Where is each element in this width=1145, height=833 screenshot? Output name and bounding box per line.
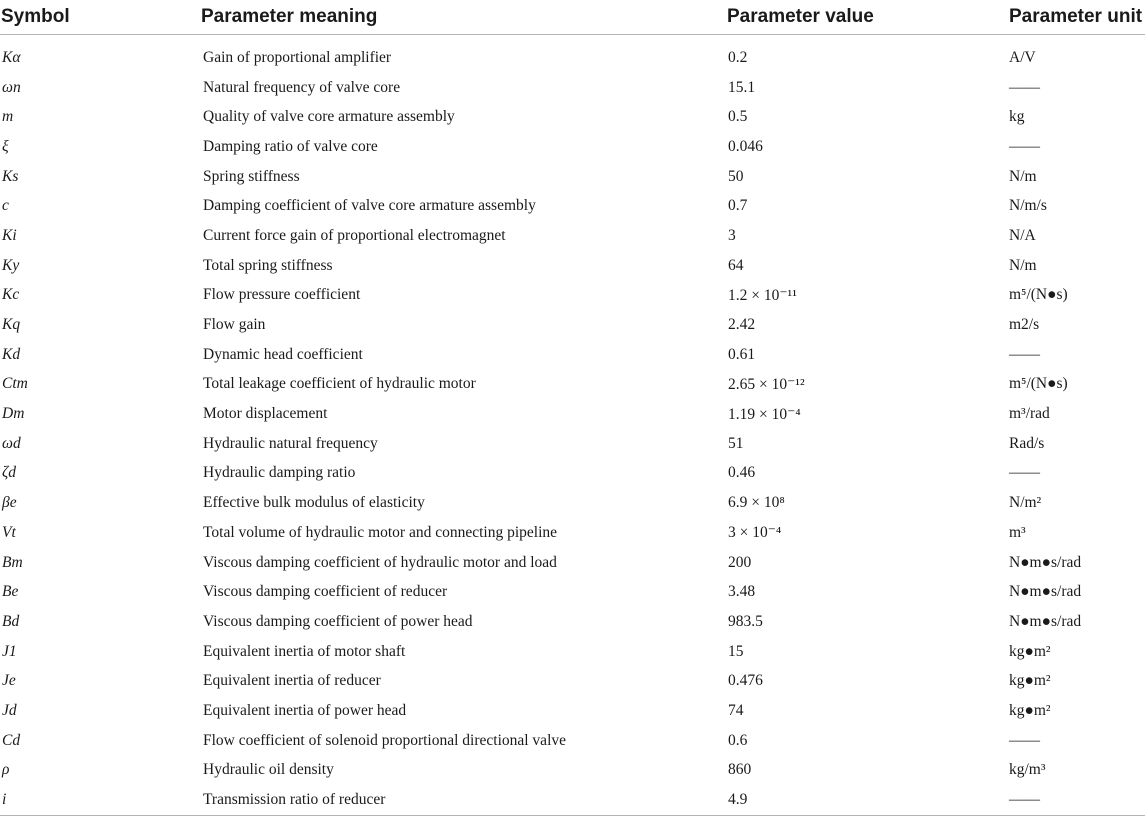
cell-parameter-unit: kg/m³ (1009, 761, 1046, 779)
cell-parameter-meaning: Total leakage coefficient of hydraulic motor (203, 375, 476, 393)
cell-symbol: ωn (2, 78, 21, 96)
cell-parameter-unit: m⁵/(N●s) (1009, 375, 1068, 393)
cell-parameter-unit: kg●m² (1009, 672, 1051, 690)
cell-parameter-value: 860 (728, 761, 752, 779)
cell-symbol: m (2, 108, 14, 126)
cell-parameter-value: 6.9 × 10⁸ (728, 494, 785, 512)
table-row (0, 607, 1145, 637)
cell-parameter-unit: N/A (1009, 226, 1036, 244)
cell-parameter-unit: N/m/s (1009, 197, 1047, 215)
table-row (0, 399, 1145, 429)
cell-parameter-meaning: Flow gain (203, 316, 266, 334)
cell-symbol: Dm (2, 405, 25, 423)
cell-symbol: Cd (2, 731, 21, 749)
cell-parameter-value: 0.2 (728, 48, 748, 66)
cell-symbol: Ks (2, 167, 19, 185)
cell-symbol: Kα (2, 48, 21, 66)
cell-parameter-unit: —— (1008, 785, 1145, 815)
cell-parameter-unit: kg●m² (1009, 701, 1051, 719)
cell-symbol: ζd (2, 464, 17, 482)
cell-symbol: ωd (2, 434, 21, 452)
table-row (0, 221, 1145, 251)
table-row (0, 459, 1145, 489)
cell-parameter-meaning: Viscous damping coefficient of power head (203, 612, 473, 630)
cell-parameter-value: 200 (728, 553, 752, 571)
cell-parameter-value: 1.2 × 10⁻¹¹ (728, 286, 797, 304)
cell-symbol: Jd (2, 701, 17, 719)
cell-symbol: βe (2, 494, 17, 512)
cell-symbol: Kc (2, 286, 20, 304)
cell-parameter-value: 2.65 × 10⁻¹² (728, 375, 805, 393)
cell-parameter-value: 0.61 (728, 345, 756, 363)
cell-parameter-value: 74 (728, 701, 744, 719)
table-row (0, 548, 1145, 578)
cell-parameter-value: 0.046 (728, 137, 763, 155)
cell-parameter-unit: N/m² (1009, 494, 1042, 512)
cell-parameter-meaning: Viscous damping coefficient of hydraulic motor and load (203, 553, 557, 571)
cell-parameter-value: 15 (728, 642, 744, 660)
table-row (0, 281, 1145, 311)
table-row (0, 666, 1145, 696)
cell-parameter-value: 0.5 (728, 108, 748, 126)
table-row (0, 696, 1145, 726)
table-row (0, 637, 1145, 667)
cell-parameter-unit: N●m●s/rad (1009, 553, 1082, 571)
cell-parameter-unit: N●m●s/rad (1009, 612, 1082, 630)
cell-parameter-unit: —— (1009, 464, 1040, 482)
cell-parameter-unit: —— (1009, 78, 1040, 96)
table-header (0, 0, 1145, 35)
cell-symbol: J1 (2, 642, 17, 660)
cell-parameter-meaning: Effective bulk modulus of elasticity (203, 494, 425, 512)
cell-parameter-unit: m³/rad (1009, 405, 1050, 423)
table-body (0, 35, 1145, 816)
table-row (0, 726, 1145, 756)
table-row (0, 429, 1145, 459)
cell-parameter-value: 51 (728, 434, 744, 452)
header-parameter-value: Parameter value (726, 0, 1008, 35)
table-row (0, 191, 1145, 221)
table-row (0, 756, 1145, 786)
cell-parameter-meaning: Hydraulic damping ratio (203, 464, 356, 482)
cell-parameter-meaning: Gain of proportional amplifier (203, 48, 392, 66)
cell-parameter-unit: Rad/s (1009, 434, 1045, 452)
cell-symbol: i (0, 785, 200, 815)
cell-parameter-unit: —— (1009, 137, 1040, 155)
cell-symbol: Be (2, 583, 19, 601)
cell-parameter-meaning: Current force gain of proportional electromagnet (203, 226, 506, 244)
cell-symbol: Je (2, 672, 16, 690)
table-row (0, 785, 1145, 815)
table-row (0, 488, 1145, 518)
cell-parameter-unit: kg●m² (1009, 642, 1051, 660)
cell-parameter-meaning: Flow pressure coefficient (203, 286, 361, 304)
cell-parameter-meaning: Spring stiffness (203, 167, 300, 185)
cell-parameter-unit: m2/s (1009, 316, 1040, 334)
cell-symbol: Bd (2, 612, 20, 630)
cell-parameter-meaning: Total volume of hydraulic motor and connecting pipeline (203, 523, 558, 541)
cell-parameter-unit: m⁵/(N●s) (1009, 286, 1068, 304)
cell-symbol: ρ (2, 761, 10, 779)
cell-parameter-unit: kg (1009, 108, 1025, 126)
table-row (0, 35, 1145, 73)
table-row (0, 577, 1145, 607)
cell-symbol: Vt (2, 523, 16, 541)
cell-parameter-value: 2.42 (728, 316, 756, 334)
cell-parameter-value: 983.5 (728, 612, 763, 630)
cell-parameter-unit: m³ (1009, 523, 1026, 541)
cell-parameter-unit: —— (1009, 345, 1040, 363)
cell-parameter-value: 3 × 10⁻⁴ (728, 524, 782, 542)
cell-parameter-meaning: Damping coefficient of valve core armature assembly (203, 197, 536, 215)
cell-parameter-meaning: Equivalent inertia of motor shaft (203, 642, 406, 660)
cell-parameter-unit: N●m●s/rad (1009, 583, 1082, 601)
table-row (0, 132, 1145, 162)
cell-parameter-meaning: Equivalent inertia of reducer (203, 672, 381, 690)
table-row (0, 310, 1145, 340)
cell-parameter-meaning: Natural frequency of valve core (203, 78, 401, 96)
cell-parameter-meaning: Flow coefficient of solenoid proportional directional valve (203, 731, 567, 749)
cell-parameter-meaning: Quality of valve core armature assembly (203, 108, 455, 126)
cell-parameter-value: 1.19 × 10⁻⁴ (728, 405, 801, 423)
cell-symbol: Ctm (2, 375, 28, 393)
cell-parameter-meaning: Equivalent inertia of power head (203, 701, 407, 719)
table-row (0, 340, 1145, 370)
cell-parameter-meaning: Viscous damping coefficient of reducer (203, 583, 448, 601)
cell-symbol: c (2, 197, 9, 215)
table-row (0, 102, 1145, 132)
cell-parameter-meaning: Motor displacement (203, 405, 328, 423)
cell-parameter-meaning: Total spring stiffness (203, 256, 333, 274)
cell-parameter-meaning: Hydraulic oil density (203, 761, 334, 779)
table-row (0, 162, 1145, 192)
cell-parameter-value: 64 (728, 256, 744, 274)
cell-parameter-meaning: Damping ratio of valve core (203, 137, 378, 155)
cell-parameter-unit: A/V (1009, 48, 1036, 66)
cell-parameter-unit: —— (1009, 731, 1040, 749)
header-parameter-unit: Parameter unit (1008, 0, 1145, 35)
header-row (0, 0, 1145, 35)
cell-symbol: Bm (2, 553, 23, 571)
cell-symbol: Ky (2, 256, 20, 274)
cell-parameter-unit: N/m (1009, 256, 1037, 274)
cell-parameter-meaning: Hydraulic natural frequency (203, 434, 378, 452)
cell-parameter-unit: N/m (1009, 167, 1037, 185)
cell-symbol: ξ (2, 137, 9, 155)
cell-parameter-value: 0.46 (728, 464, 756, 482)
cell-parameter-value: 3 (728, 226, 736, 244)
cell-parameter-value: 0.7 (728, 197, 748, 215)
cell-parameter-value: 50 (728, 167, 744, 185)
header-parameter-meaning: Parameter meaning (200, 0, 726, 35)
cell-parameter-value: 0.6 (728, 731, 748, 749)
cell-symbol: Kd (2, 345, 21, 363)
table-row (0, 518, 1145, 548)
cell-parameter-meaning: Dynamic head coefficient (203, 345, 363, 363)
cell-symbol: Ki (2, 226, 17, 244)
table-row (0, 73, 1145, 103)
cell-parameter-value: 0.476 (728, 672, 763, 690)
cell-symbol: Kq (2, 316, 21, 334)
cell-parameter-value: 3.48 (728, 583, 756, 601)
header-symbol: Symbol (0, 0, 200, 35)
cell-parameter-value: 4.9 (726, 785, 1008, 815)
cell-parameter-value: 15.1 (728, 78, 756, 96)
table-row (0, 251, 1145, 281)
table-row (0, 370, 1145, 400)
cell-parameter-meaning: Transmission ratio of reducer (200, 785, 726, 815)
